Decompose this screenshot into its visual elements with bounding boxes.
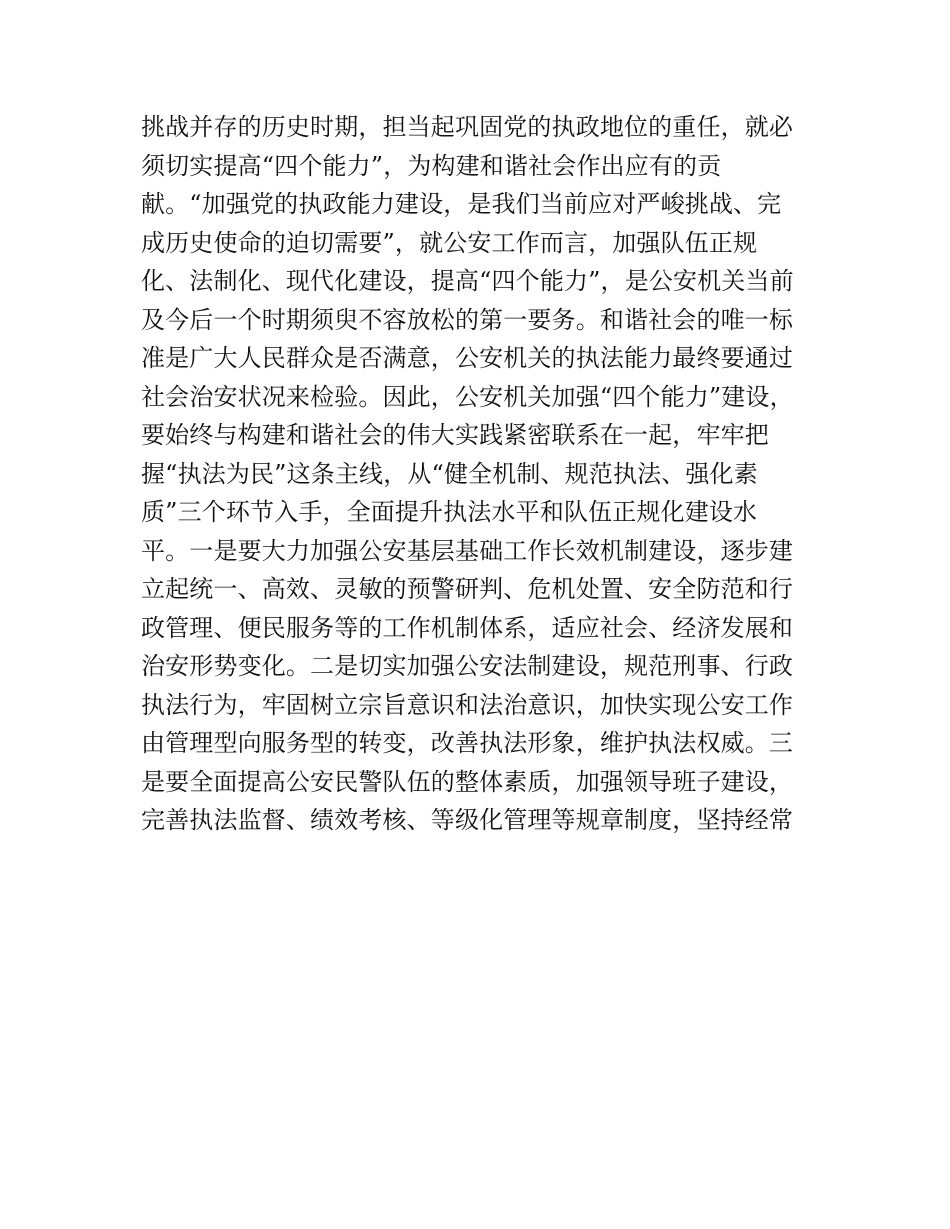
text-line-1: 挑战并存的历史时期，担当起巩固党的执政地位的重任，就必 [141, 113, 794, 141]
text-line-7: 准是广大人民群众是否满意，公安机关的执法能力最终要通过 [141, 344, 794, 372]
text-line-3: 献。“加强党的执政能力建设，是我们当前应对严峻挑战、完 [141, 190, 782, 218]
text-line-5: 化、法制化、现代化建设，提高“四个能力”，是公安机关当前 [141, 267, 794, 295]
text-line-18: 是要全面提高公安民警队伍的整体素质，加强领导班子建设， [141, 767, 794, 796]
text-line-12: 平。一是要大力加强公安基层基础工作长效机制建设，逐步建 [141, 536, 794, 565]
text-line-15: 治安形势变化。二是切实加强公安法制建设，规范刑事、行政 [141, 652, 794, 680]
text-line-10: 握“执法为民”这条主线，从“健全机制、规范执法、强化素 [141, 459, 758, 488]
text-line-8: 社会治安状况来检验。因此，公安机关加强“四个能力”建设， [141, 382, 794, 411]
text-line-16: 执法行为，牢固树立宗旨意识和法治意识，加快实现公安工作 [141, 690, 794, 719]
text-line-6: 及今后一个时期须臾不容放松的第一要务。和谐社会的唯一标 [141, 305, 794, 334]
body-paragraph [141, 108, 821, 840]
text-line-13: 立起统一、高效、灵敏的预警研判、危机处置、安全防范和行 [141, 575, 794, 603]
text-line-11: 质”三个环节入手，全面提升执法水平和队伍正规化建设水 [141, 498, 758, 526]
text-line-17: 由管理型向服务型的转变，改善执法形象，维护执法权威。三 [141, 729, 794, 757]
text-line-14: 政管理、便民服务等的工作机制体系，适应社会、经济发展和 [141, 613, 794, 642]
text-line-4: 成历史使命的迫切需要”，就公安工作而言，加强队伍正规 [141, 228, 758, 257]
text-line-9: 要始终与构建和谐社会的伟大实践紧密联系在一起，牢牢把 [141, 421, 769, 449]
text-line-19: 完善执法监督、绩效考核、等级化管理等规章制度，坚持经常 [141, 806, 794, 834]
text-line-2: 须切实提高“四个能力”，为构建和谐社会作出应有的贡 [141, 151, 722, 180]
